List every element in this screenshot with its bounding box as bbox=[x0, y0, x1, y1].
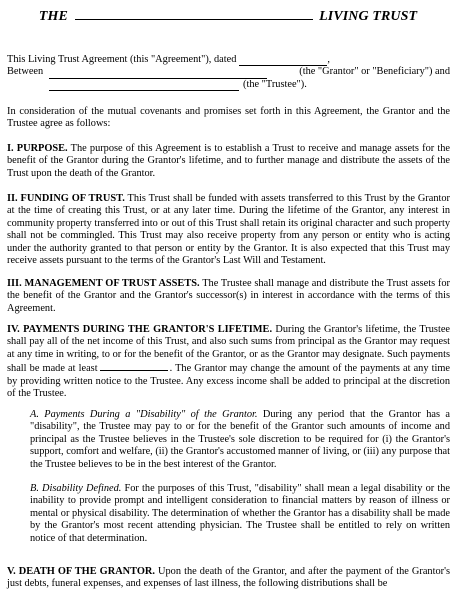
payments-heading: IV. PAYMENTS DURING THE GRANTOR'S LIFETIME. bbox=[7, 324, 273, 335]
death-heading: V. DEATH OF THE GRANTOR. bbox=[7, 566, 155, 577]
sub-b-heading: B. Disability Defined. bbox=[30, 483, 122, 494]
sub-a-heading: A. Payments During a "Disability" of the Grantor. bbox=[30, 409, 258, 420]
title-prefix: THE bbox=[38, 9, 68, 24]
consideration-paragraph: In consideration of the mutual covenants and promises set forth in this Agreement, the Grantor and the Trustee agree as follows: bbox=[7, 106, 450, 130]
management-heading: III. MANAGEMENT OF TRUST ASSETS. bbox=[7, 278, 200, 289]
grantor-name-blank[interactable] bbox=[49, 68, 267, 79]
section-payments bbox=[7, 324, 450, 400]
section-death bbox=[7, 566, 450, 591]
death-text: Upon the death of the Grantor, and after the payment of the Grantor's just debts, funeral expenses, and expenses of last illness, the following distributions shall be bbox=[7, 566, 450, 590]
subsection-a bbox=[30, 409, 450, 471]
payments-text-a: During the Grantor's lifetime, the Trustee shall pay all of the net income of this Trust, and also such sums from principal as the Grantor may request at any time in writing, to or for the benefit of the Grantor, or as the Grantor may designate. Such payments shall be made at least bbox=[7, 324, 450, 375]
funding-heading: II. FUNDING OF TRUST. bbox=[7, 193, 125, 204]
date-blank[interactable] bbox=[239, 55, 327, 66]
payment-frequency-blank[interactable] bbox=[100, 361, 168, 371]
between-label: Between bbox=[7, 66, 44, 78]
trustee-name-blank[interactable] bbox=[49, 80, 239, 91]
management-text: The Trustee shall manage and distribute the Trust assets for the benefit of the Grantor and the Grantor's successor(s) in interest in accordance with the terms of this Agreement. bbox=[7, 278, 450, 314]
subsection-b bbox=[30, 483, 450, 545]
sub-a-text: During any period that the Grantor has a "disability", the Trustee may pay to or for the benefit of the Grantor such amounts of income and principal as the Trustee believes in the Trustee's sole discretion to be required for (i) the Grantor's support, comfort and welfare, (ii) the Grantor's accustomed manner of living, or (iii) any purpose that the Trustee believes to be in the best interest of the Grantor. bbox=[30, 409, 451, 470]
intro-dated-text: This Living Trust Agreement (this "Agreement"), dated bbox=[7, 54, 237, 65]
grantor-note: (the "Grantor" or "Beneficiary") and bbox=[299, 66, 450, 78]
trust-name-blank[interactable] bbox=[75, 7, 313, 20]
document-title bbox=[0, 7, 456, 25]
section-purpose bbox=[7, 143, 450, 180]
intro-block bbox=[7, 54, 450, 91]
section-management bbox=[7, 278, 450, 315]
section-funding bbox=[7, 193, 450, 267]
payments-text-b: . The Grantor may change the amount of the payments at any time by providing written notice to the Trustee. Any excess income shall be added to principal at the discretion of the Trustee. bbox=[7, 363, 451, 400]
purpose-text: The purpose of this Agreement is to establish a Trust to receive and manage assets for the benefit of the Grantor during the Grantor's lifetime, and to further manage and distribute the assets of the Trust upon the death of the Grantor. bbox=[7, 143, 450, 179]
intro-line-1: This Living Trust Agreement (this "Agreement"), dated , bbox=[7, 54, 330, 65]
trustee-note: (the "Trustee"). bbox=[243, 78, 307, 90]
purpose-heading: I. PURPOSE. bbox=[7, 143, 68, 154]
intro-line-2 bbox=[7, 66, 450, 78]
title-suffix: LIVING TRUST bbox=[319, 9, 418, 24]
intro-line-3 bbox=[7, 79, 450, 91]
funding-text: This Trust shall be funded with assets transferred to this Trust by the Grantor at the time of creating this Trust, or at any later time. During the lifetime of the Grantor, any interest in community property transferred into or out of this Trust shall retain its original character and such property shall not be commingled. This Trust may also receive property from any person or entity who is acting under the authority granted to that person or entity by the Grantor. It is also expected that this Trust may receive assets pursuant to the terms of the Grantor's Last Will and Testament. bbox=[7, 193, 451, 267]
sub-b-text: For the purposes of this Trust, "disability" shall mean a legal disability or the inability to provide prompt and intelligent consideration to financial matters by reason of illness or mental or physical disability. The determination of whether the Grantor has a disability shall be made by the Grantor's most recent attending physician. The Trustee shall be entitled to rely on written notice of that determination. bbox=[30, 483, 450, 544]
